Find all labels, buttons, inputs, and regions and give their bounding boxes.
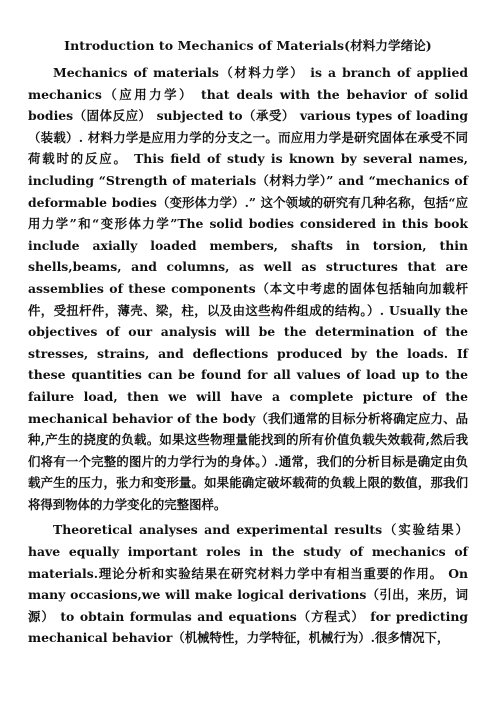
paragraph-1: Mechanics of materials（材料力学） is a branch of applied mechanics（应用力学） that deals with the behavior of solid bodies（固体反应） subjected to（承受） various types of loading（装载）. 材料力学是应用力学的分支之一。而应用力学是研究固体在承受不同荷载时的反应。 This field of study is known by several names, including “Strength of materials（材料力学）” and “mechanics of deformable bodies（变形体力学）.” 这个领域的研究有几种名称，包括“应用力学”和“变形体力学”The solid bodies considered in this book include axially loaded members, shafts in torsion, thin shells,beams, and columns, as well as structures that are assemblies of these components（本文中考虑的固体包括轴向加载杆件，受扭杆件，薄壳、梁，柱，以及由这些构件组成的结构。）. Usually the objectives of our analysis will be the determination of the stresses, strains, and deflections produced by the loads. If these quantities can be found for all values of load up to the failure load, then we will have a complete picture of the mechanical behavior of the body（我们通常的目标分析将确定应力、品种,产生的挠度的负载。如果这些物理量能找到的所有价值负载失效载荷,然后我们将有一个完整的图片的力学行为的身体。）.通常，我们的分析目标是确定由负载产生的压力，张力和变形量。如果能确定破坏载荷的负载上限的数值，那我们将得到物体的力学变化的完整图样。 bbox=[28, 65, 468, 512]
document-title: Introduction to Mechanics of Materials(材料力学绪论) bbox=[64, 38, 432, 53]
paragraph-2: Theoretical analyses and experimental results（实验结果） have equally important roles in the study of mechanics of materials.理论分析和实验结果在研究材料力学中有相当重要的作用。 On many occasions,we will make logical derivations（引出，来历，词源） to obtain formulas and equations（方程式） for predicting mechanical behavior（机械特性，力学特征，机械行为）.很多情况下， bbox=[28, 522, 468, 646]
